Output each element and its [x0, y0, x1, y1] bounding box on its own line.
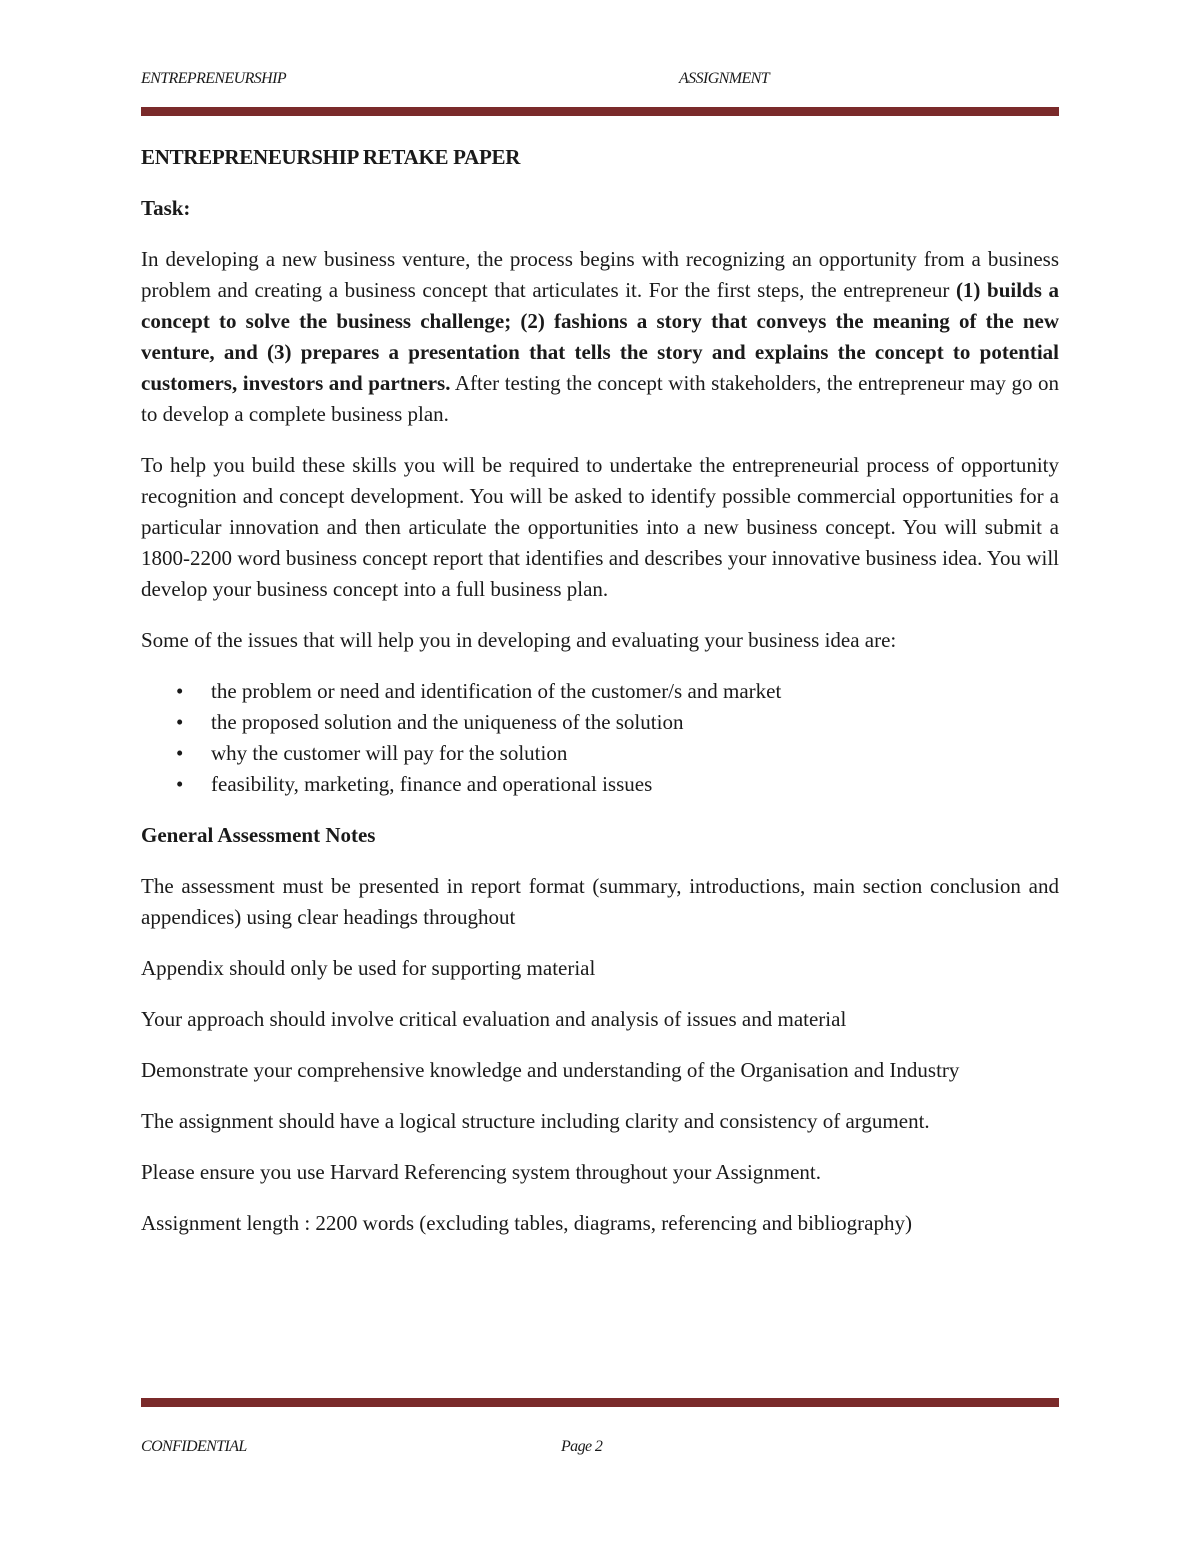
note-structure: The assignment should have a logical structure including clarity and consistency of argument.	[141, 1109, 930, 1133]
list-item	[141, 707, 1059, 738]
paragraph-intro-bold: (1) builds a concept to solve the business challenge; (2) fashions a story that conveys the meaning of the new venture, and (3) prepares a presentation that tells the story and explains the concept to potential customers, investors and partners.	[141, 278, 1059, 395]
assessment-heading: General Assessment Notes	[141, 823, 376, 847]
list-item-text: why the customer will pay for the solution	[211, 741, 568, 765]
document-title: ENTREPRENEURSHIP RETAKE PAPER	[141, 145, 521, 169]
note-appendix: Appendix should only be used for supporting material	[141, 956, 596, 980]
note-length: Assignment length : 2200 words (excluding tables, diagrams, referencing and bibliography)	[141, 1211, 912, 1235]
list-item-text: the problem or need and identification of the customer/s and market	[211, 679, 782, 703]
list-item	[141, 738, 1059, 769]
paragraph-intro-end: After testing the concept with stakeholders, the entrepreneur may go on to develop a complete business plan.	[141, 371, 1060, 426]
paragraph-intro	[141, 244, 1059, 430]
paragraph-skills: To help you build these skills you will be required to undertake the entrepreneurial process of opportunity recognition and concept development. You will be asked to identify possible commercial opportunities for a particular innovation and then articulate the opportunities into a new business concept. You will submit a 1800-2200 word business concept report that identifies and describes your innovative business idea. You will develop your business concept into a full business plan.	[141, 453, 1059, 601]
note-approach: Your approach should involve critical evaluation and analysis of issues and material	[141, 1007, 847, 1031]
list-item	[141, 676, 1059, 707]
list-item-text: feasibility, marketing, finance and operational issues	[211, 772, 653, 796]
header-rule	[141, 107, 1059, 116]
footer-rule	[141, 1398, 1059, 1407]
document-body	[141, 142, 1059, 1259]
bullet-icon: •	[176, 741, 184, 765]
list-item	[141, 769, 1059, 800]
task-heading: Task:	[141, 196, 191, 220]
page-header	[141, 70, 1059, 94]
issues-intro: Some of the issues that will help you in developing and evaluating your business idea are:	[141, 628, 897, 652]
header-left-text: ENTREPRENEURSHIP	[141, 70, 287, 87]
bullet-icon: •	[176, 772, 184, 796]
list-item-text: the proposed solution and the uniqueness of the solution	[211, 710, 684, 734]
note-report-format: The assessment must be presented in report format (summary, introductions, main section conclusion and appendices) using clear headings throughout	[141, 874, 1059, 929]
page-footer	[141, 1438, 1059, 1462]
bullet-icon: •	[176, 710, 184, 734]
bullet-icon: •	[176, 679, 184, 703]
header-right-text: ASSIGNMENT	[679, 70, 770, 87]
issues-list	[141, 676, 1059, 800]
paragraph-intro-start: In developing a new business venture, the process begins with recognizing an opportunity from a business problem and creating a business concept that articulates it. For the first steps, the entrepreneur	[141, 247, 1059, 302]
note-referencing: Please ensure you use Harvard Referencing system throughout your Assignment.	[141, 1160, 822, 1184]
page-number: Page 2	[561, 1438, 603, 1455]
note-knowledge: Demonstrate your comprehensive knowledge and understanding of the Organisation and Industry	[141, 1058, 960, 1082]
footer-left-text: CONFIDENTIAL	[141, 1438, 247, 1455]
